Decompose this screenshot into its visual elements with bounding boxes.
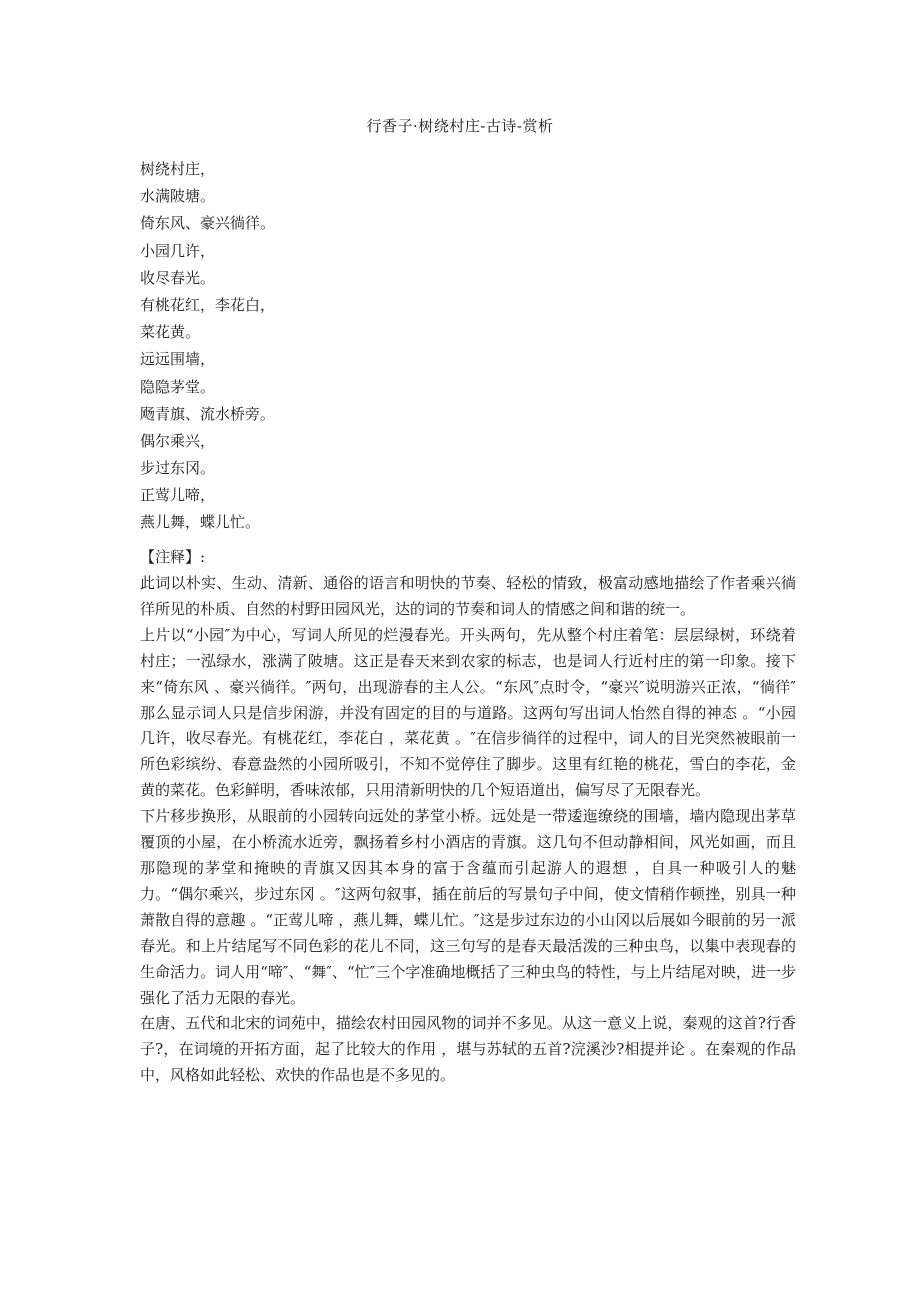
commentary-body <box>140 571 796 1089</box>
poem-line: 树绕村庄， <box>140 160 216 178</box>
commentary-paragraph: 此词以朴实、生动、清新、通俗的语言和明快的节奏、轻松的情致，极富动感地描绘了作者乘兴徜徉所见的朴质、自然的村野田园风光，达的词的节奏和词人的情感之间和谐的统一。 <box>140 574 796 618</box>
poem-line: 隐隐茅堂。 <box>140 377 216 396</box>
poem-line: 菜花黄。 <box>140 323 201 342</box>
poem-line: 步过东冈。 <box>140 459 216 478</box>
poem-line: 正莺儿啼， <box>140 486 216 505</box>
commentary-paragraph: 下片移步换形，从眼前的小园转向远处的茅堂小桥。远处是一带逶迤缭绕的围墙，墙内隐现出茅草覆顶的小屋，在小桥流水近旁，飘扬着乡村小酒店的青旗。这几句不但动静相间，风光如画，而且那隐现的茅堂和掩映的青旗又因其本身的富于含蕴而引起游人的遐想 ，自具一种吸引人的魅力。“偶尔乘兴，步过东冈 。″这两句叙事，插在前后的写景句子中间，使文情稍作顿挫，别具一种萧散自得的意趣 。“正莺儿啼 ，燕儿舞，蝶儿忙。″这是步过东边的小山冈以后展如今眼前的另一派春光。和上片结尾写不同色彩的花儿不同，这三句写的是春天最活泼的三种虫鸟，以集中表现春的生命活力。词人用“啼″、“舞″、“忙″三个字准确地概括了三种虫鸟的特性，与上片结尾对映，进一步强化了活力无限的春光。 <box>140 807 796 1007</box>
poem-line: 远远围墙， <box>140 350 216 369</box>
poem-line: 有桃花红，李花白， <box>140 295 276 314</box>
poem-block <box>140 156 800 537</box>
poem-line: 收尽春光。 <box>140 268 216 287</box>
commentary-paragraph: 上片以“小园″为中心，写词人所见的烂漫春光。开头两句，先从整个村庄着笔：层层绿树，环绕着村庄；一泓绿水，涨满了陂塘。这正是春天来到农家的标志，也是词人行近村庄的第一印象。接下来“倚东风 、豪兴徜徉。″两句，出现游春的主人公。“东风″点时令，“豪兴″说明游兴正浓，“徜徉″那么显示词人只是信步闲游，并没有固定的目的与道路。这两句写出词人怡然自得的神态 。“小园几许，收尽春光。有桃花红，李花白 ，菜花黄 。″在信步徜徉的过程中，词人的目光突然被眼前一所色彩缤纷、春意盎然的小园所吸引，不知不觉停住了脚步。这里有红艳的桃花，雪白的李花，金黄的菜花。色彩鲜明，香味浓郁，只用清新明快的几个短语道出，偏写尽了无限春光。 <box>140 625 796 800</box>
poem-line: 水满陂塘。 <box>140 187 216 206</box>
poem-line: 小园几许， <box>140 241 216 260</box>
document-title: 行香子·树绕村庄-古诗-赏析 <box>366 117 554 135</box>
notes-heading: 【注释】: <box>140 548 206 566</box>
poem-line: 燕儿舞，蝶儿忙。 <box>140 513 261 532</box>
commentary-paragraph: 在唐、五代和北宋的词苑中，描绘农村田园风物的词并不多见。从这一意义上说，秦观的这首?行香子?，在词境的开拓方面，起了比较大的作用 ，堪与苏轼的五首?浣溪沙?相提并论 。在秦观的作品中，风格如此轻松、欢快的作品也是不多见的。 <box>140 1014 796 1085</box>
poem-line: 倚东风、豪兴徜徉。 <box>140 214 276 233</box>
poem-line: 偶尔乘兴， <box>140 431 216 450</box>
poem-line: 飏青旗、流水桥旁。 <box>140 404 276 423</box>
